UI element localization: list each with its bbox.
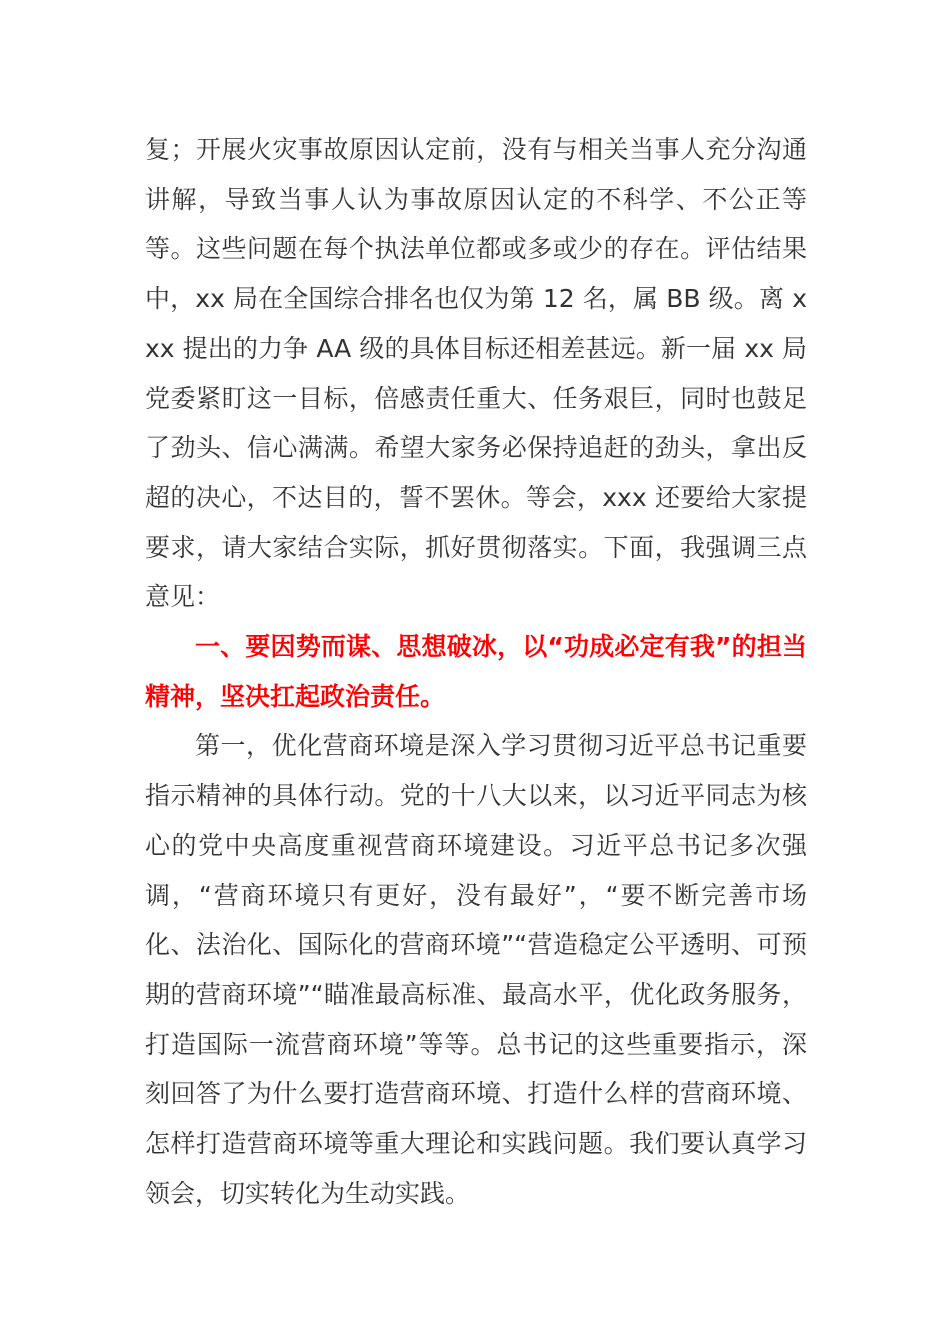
document-body xyxy=(145,125,807,1218)
section-heading-1: 一、要因势而谋、思想破冰，以“功成必定有我”的担当精神，坚决扛起政治责任。 xyxy=(145,632,807,711)
paragraph-continuation: 复；开展火灾事故原因认定前，没有与相关当事人充分沟通讲解，导致当事人认为事故原因认定的不科学、不公正等等。这些问题在每个执法单位都或多或少的存在。评估结果中，xx 局在全国综合排名也仅为第 12 名，属 BB 级。离 xxx 提出的力争 AA 级的具体目标还相差甚远。新一届 xx 局党委紧盯这一目标，倍感责任重大、任务艰巨，同时也鼓足了劲头、信心满满。希望大家务必保持追赶的劲头，拿出反超的决心，不达目的，誓不罢休。等会，xxx 还要给大家提要求，请大家结合实际，抓好贯彻落实。下面，我强调三点意见： xyxy=(145,135,807,612)
paragraph-point-1: 第一，优化营商环境是深入学习贯彻习近平总书记重要指示精神的具体行动。党的十八大以来，以习近平同志为核心的党中央高度重视营商环境建设。习近平总书记多次强调，“营商环境只有更好，没有最好”，“要不断完善市场化、法治化、国际化的营商环境”“营造稳定公平透明、可预期的营商环境”“瞄准最高标准、最高水平，优化政务服务，打造国际一流营商环境”等等。总书记的这些重要指示，深刻回答了为什么要打造营商环境、打造什么样的营商环境、怎样打造营商环境等重大理论和实践问题。我们要认真学习领会，切实转化为生动实践。 xyxy=(145,731,807,1208)
